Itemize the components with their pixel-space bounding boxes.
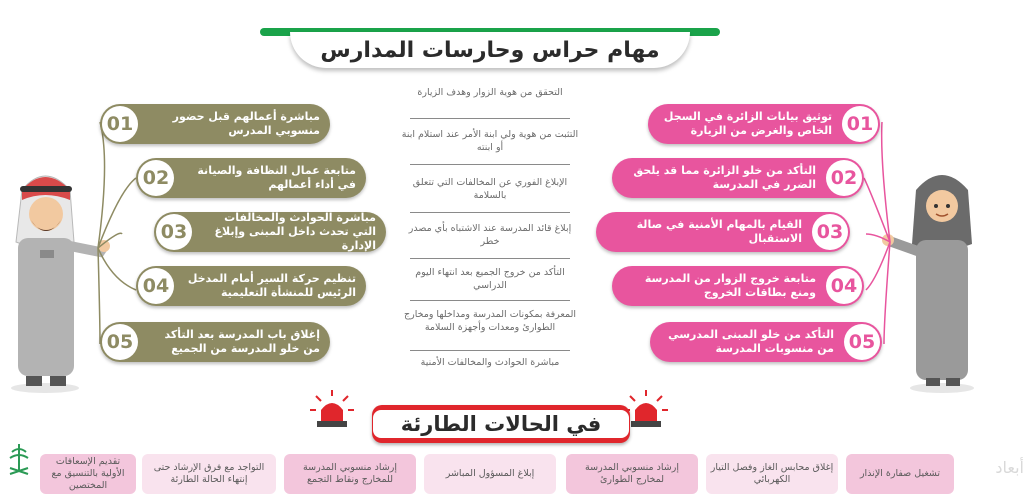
female-task-number: 01 bbox=[842, 106, 878, 142]
male-task-number: 03 bbox=[156, 214, 192, 250]
male-task-text: مباشرة أعمالهم قبل حضور منسوبي المدرس bbox=[172, 110, 320, 137]
shared-task: التأكد من خروج الجميع بعد انتهاء اليوم الدراسي bbox=[415, 267, 565, 291]
emergency-task: إغلاق محابس الغاز وفصل التيار الكهربائي bbox=[706, 454, 838, 494]
shared-task: التحقق من هوية الزوار وهدف الزيارة bbox=[417, 87, 563, 98]
watermark: أبعاد bbox=[995, 458, 1024, 477]
male-task-text: إغلاق باب المدرسة بعد التأكد من خلو المدرسة من الجميع bbox=[164, 328, 320, 355]
female-task-text: التأكد من خلو المبنى المدرسي من منسوبات المدرسة bbox=[668, 328, 834, 355]
male-task-4 bbox=[136, 266, 366, 306]
female-task-text: متابعة خروج الزوار من المدرسة ومنع بطاقات الخروج bbox=[644, 272, 816, 299]
male-task-3 bbox=[154, 212, 386, 252]
female-task-text: توثيق بيانات الزائرة في السجل الخاص والغرض من الزيارة bbox=[663, 110, 832, 137]
male-task-number: 02 bbox=[138, 160, 174, 196]
page-title: مهام حراس وحارسات المدارس bbox=[320, 37, 660, 63]
divider bbox=[410, 258, 570, 259]
male-task-text: مباشرة الحوادث والمخالفات التي تحدث داخل المبنى وإبلاغ الإدارة bbox=[214, 211, 376, 252]
female-task-3 bbox=[596, 212, 850, 252]
emergency-task: إرشاد منسوبي المدرسة لمخارج الطوارئ bbox=[566, 454, 698, 494]
male-task-number: 05 bbox=[102, 324, 138, 360]
female-task-1 bbox=[648, 104, 880, 144]
divider bbox=[410, 212, 570, 213]
divider bbox=[410, 350, 570, 351]
male-task-number: 01 bbox=[102, 106, 138, 142]
shared-task: مباشرة الحوادث والمخالفات الأمنية bbox=[420, 357, 560, 368]
divider bbox=[410, 300, 570, 301]
female-task-4 bbox=[612, 266, 864, 306]
divider bbox=[410, 164, 570, 165]
shared-task: إبلاغ قائد المدرسة عند الاشتباه بأي مصدر خطر bbox=[408, 223, 572, 247]
emergency-cards bbox=[0, 450, 1028, 500]
emergency-task: تقديم الإسعافات الأولية بالتنسيق مع المختصين bbox=[40, 454, 136, 494]
shared-task: المعرفة بمكونات المدرسة ومداخلها ومخارج الطوارئ ومعدات وأجهزة السلامة bbox=[403, 309, 576, 333]
shared-task: التثبت من هوية ولي ابنة الأمر عند استلام ابنة أو ابنته bbox=[401, 129, 579, 153]
emergency-banner bbox=[372, 405, 630, 443]
female-task-number: 02 bbox=[826, 160, 862, 196]
male-task-1 bbox=[100, 104, 330, 144]
female-task-2 bbox=[612, 158, 864, 198]
female-task-number: 03 bbox=[812, 214, 848, 250]
divider bbox=[410, 118, 570, 119]
title-box bbox=[290, 32, 690, 68]
female-task-text: القيام بالمهام الأمنية في صالة الاستقبال bbox=[636, 218, 802, 245]
emergency-task: التواجد مع فرق الإرشاد حتى إنتهاء الحالة الطارئة bbox=[142, 454, 276, 494]
title-banner bbox=[260, 24, 720, 70]
female-task-number: 05 bbox=[844, 324, 880, 360]
shared-task: الإبلاغ الفوري عن المخالفات التي تتعلق بالسلامة bbox=[412, 177, 568, 201]
male-task-5 bbox=[100, 322, 330, 362]
male-task-text: تنظيم حركة السير أمام المدخل الرئيس للمنشأة التعليمية bbox=[187, 272, 356, 299]
male-task-number: 04 bbox=[138, 268, 174, 304]
emergency-task: إبلاغ المسؤول المباشر bbox=[424, 454, 556, 494]
female-task-5 bbox=[650, 322, 882, 362]
male-task-text: متابعة عمال النظافة والصيانة في أداء أعمالهم bbox=[197, 164, 356, 191]
emergency-title: في الحالات الطارئة bbox=[373, 410, 630, 438]
female-task-text: التأكد من خلو الزائرة مما قد يلحق الضرر في المدرسة bbox=[633, 164, 816, 191]
male-task-2 bbox=[136, 158, 366, 198]
emergency-task: إرشاد منسوبي المدرسة للمخارج ونقاط التجمع bbox=[284, 454, 416, 494]
emblem-logo bbox=[4, 440, 34, 480]
emergency-task: تشغيل صفارة الإنذار bbox=[846, 454, 954, 494]
siren-icon bbox=[308, 388, 356, 428]
female-task-number: 04 bbox=[826, 268, 862, 304]
